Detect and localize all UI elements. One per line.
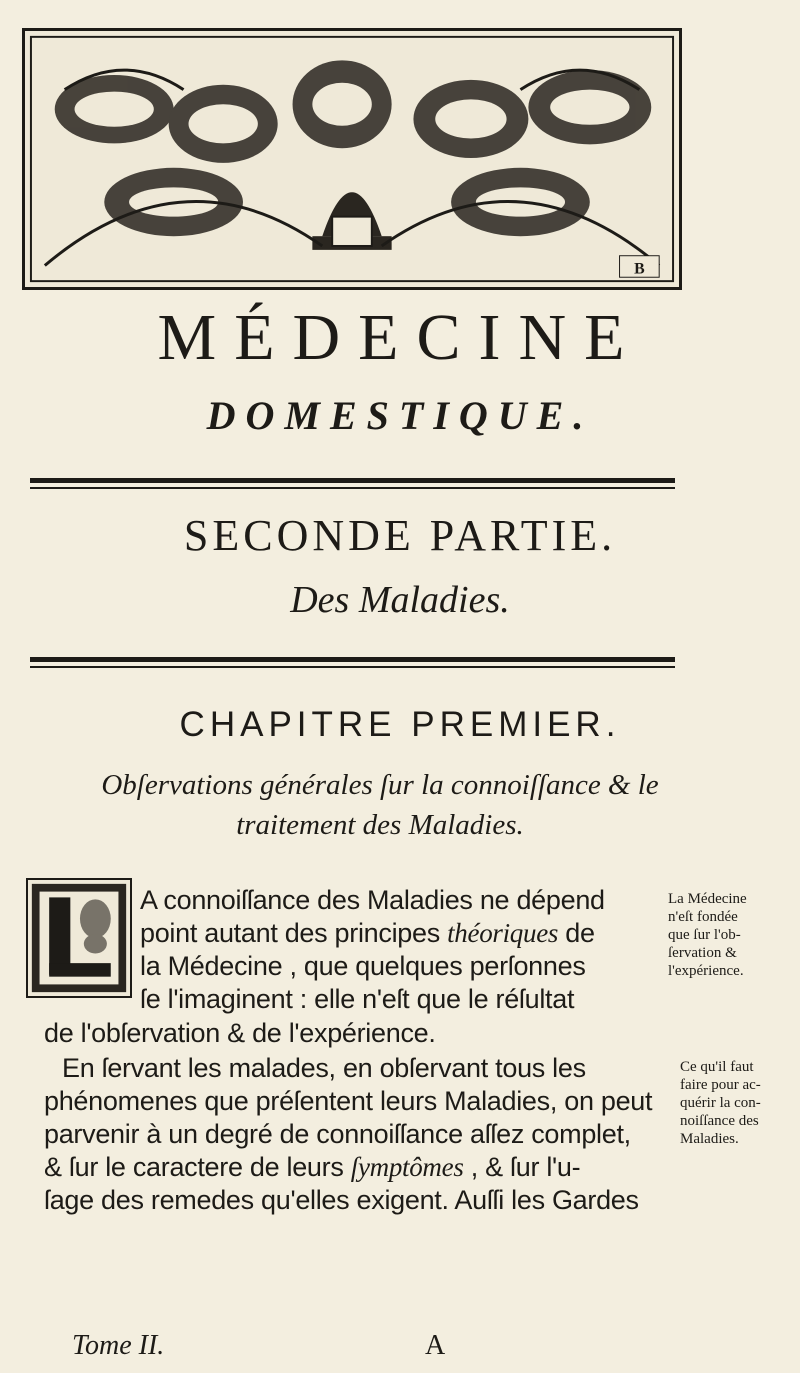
- paragraph-1: [140, 884, 605, 1016]
- part-subheading: Des Maladies.: [290, 579, 510, 621]
- part-heading: SECONDE PARTIE.: [183, 511, 617, 560]
- text-run: de: [558, 918, 595, 948]
- drop-cap-ornament: [26, 878, 132, 998]
- text-run: , & ſur l'u-: [463, 1152, 581, 1182]
- chapter-subtitle: [30, 765, 730, 845]
- chapter-subtitle-line: traitement des Maladies.: [236, 809, 524, 841]
- text-line: [44, 1151, 652, 1184]
- text-line: A connoiſſance des Maladies ne dépend: [140, 885, 605, 915]
- volume-label: Tome II.: [72, 1330, 165, 1361]
- text-run: point autant des principes: [140, 918, 448, 948]
- margin-line: noiſſance des: [680, 1113, 759, 1129]
- text-line: parvenir à un degré de connoiſſance aſſez complet,: [44, 1119, 631, 1149]
- text-line: la Médecine , que quelques perſonnes: [140, 951, 586, 981]
- margin-line: La Médecine: [668, 891, 747, 907]
- double-rule-top: [30, 478, 675, 483]
- text-line: En ſervant les malades, en obſervant tous les: [62, 1053, 586, 1083]
- margin-line: ſervation &: [668, 945, 737, 961]
- emphasis-word: théoriques: [447, 918, 559, 948]
- margin-line: quérir la con-: [680, 1095, 761, 1111]
- chapter-heading: CHAPITRE PREMIER.: [179, 705, 621, 744]
- signature-mark: A: [425, 1330, 446, 1361]
- decorated-initial-l-image: [28, 880, 130, 996]
- margin-line: l'expérience.: [668, 963, 744, 979]
- margin-line: n'eſt fondée: [668, 909, 738, 925]
- floral-ornament-image: [25, 31, 679, 287]
- margin-line: faire pour ac-: [680, 1077, 761, 1093]
- margin-line: que ſur l'ob-: [668, 927, 741, 943]
- margin-note-2: [680, 1058, 761, 1148]
- chapter-subtitle-line: Obſervations générales ſur la connoiſſance & le: [101, 769, 659, 801]
- svg-text:B: B: [634, 260, 645, 278]
- double-rule-top-thin: [30, 487, 675, 489]
- text-line: [140, 917, 605, 950]
- text-line: phénomenes que préſentent leurs Maladies, on peut: [44, 1086, 653, 1116]
- double-rule-middle: [30, 657, 675, 662]
- double-rule-middle-thin: [30, 666, 675, 668]
- paragraph-2: [44, 1052, 652, 1217]
- book-subtitle: DOMESTIQUE.: [206, 393, 594, 438]
- text-line: ſage des remedes qu'elles exigent. Auſſi les Gardes: [44, 1185, 639, 1215]
- paragraph-1-end: [44, 1017, 436, 1050]
- book-title: MÉDECINE: [157, 301, 643, 374]
- text-run: & ſur le caractere de leurs: [44, 1152, 351, 1182]
- headpiece-ornament: [22, 28, 682, 290]
- emphasis-word: ſymptômes: [350, 1152, 464, 1182]
- margin-line: Maladies.: [680, 1131, 739, 1147]
- text-line: ſe l'imaginent : elle n'eſt que le réſultat: [140, 984, 575, 1014]
- margin-note-1: [668, 890, 747, 980]
- margin-line: Ce qu'il faut: [680, 1059, 754, 1075]
- text-line: de l'obſervation & de l'expérience.: [44, 1018, 436, 1048]
